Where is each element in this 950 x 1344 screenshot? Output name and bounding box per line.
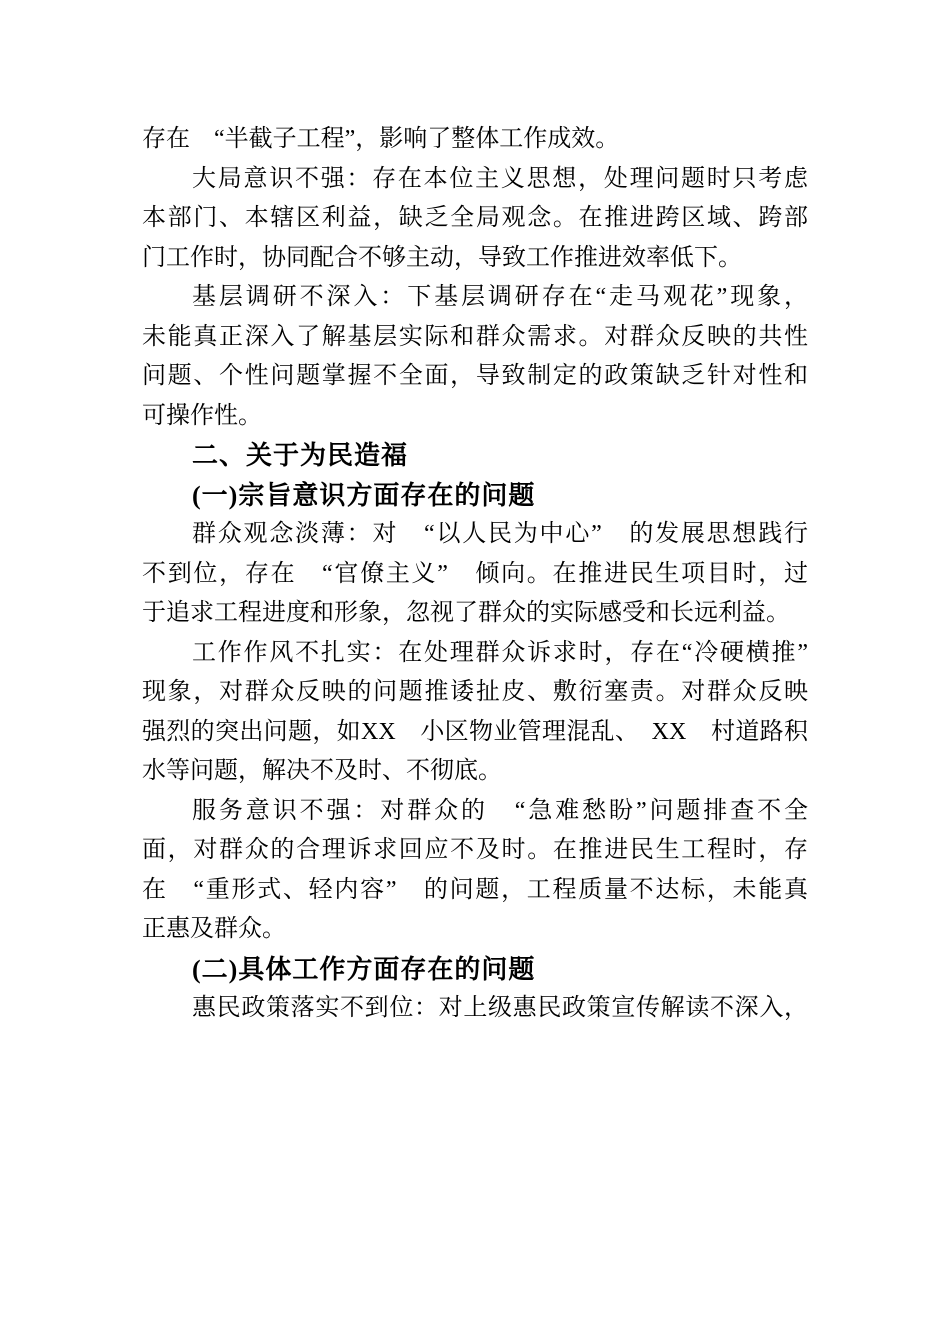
paragraph-line: 基层调研不深入：下基层调研存在“走马观花”现象，	[192, 284, 808, 310]
paragraph-line: 工作作风不扎实：在处理群众诉求时，存在“冷硬横推”	[192, 639, 808, 666]
paragraph-line: 惠民政策落实不到位：对上级惠民政策宣传解读不深入，	[192, 995, 808, 1021]
paragraph-line: 可操作性。	[142, 402, 262, 429]
section-heading: 二、关于为民造福	[192, 440, 409, 470]
paragraph-line: 存在 “半截子工程”，影响了整体工作成效。	[142, 126, 620, 152]
paragraph-line: 问题、个性问题掌握不全面，导致制定的政策缺乏针对性和	[142, 363, 808, 389]
subsection-heading: (一)宗旨意识方面存在的问题	[192, 480, 536, 510]
paragraph-line: 本部门、本辖区利益，缺乏全局观念。在推进跨区域、跨部	[142, 205, 808, 231]
paragraph-line: 门工作时，协同配合不够主动，导致工作推进效率低下。	[142, 244, 742, 271]
paragraph-line: 群众观念淡薄：对 “以人民为中心” 的发展思想践行	[192, 521, 808, 547]
document-content	[142, 120, 808, 1029]
paragraph-line: 强烈的突出问题，如XX 小区物业管理混乱、 XX 村道路积	[142, 718, 808, 745]
paragraph-line: 服务意识不强：对群众的 “急难愁盼”问题排查不全	[192, 797, 808, 824]
subsection-heading: (二)具体工作方面存在的问题	[192, 954, 536, 984]
paragraph-line: 不到位，存在 “官僚主义” 倾向。在推进民生项目时，过	[142, 560, 808, 587]
paragraph-line: 面，对群众的合理诉求回应不及时。在推进民生工程时，存	[142, 837, 808, 863]
paragraph-line: 现象，对群众反映的问题推诿扯皮、敷衍塞责。对群众反映	[142, 679, 808, 705]
paragraph-line: 正惠及群众。	[142, 916, 286, 942]
paragraph-line: 大局意识不强：存在本位主义思想，处理问题时只考虑	[192, 165, 808, 192]
paragraph-line: 水等问题，解决不及时、不彻底。	[142, 758, 502, 784]
paragraph-line: 在 “重形式、轻内容” 的问题，工程质量不达标，未能真	[142, 876, 808, 903]
paragraph-line: 于追求工程进度和形象，忽视了群众的实际感受和长远利益。	[142, 600, 790, 626]
paragraph-line: 未能真正深入了解基层实际和群众需求。对群众反映的共性	[142, 323, 808, 350]
